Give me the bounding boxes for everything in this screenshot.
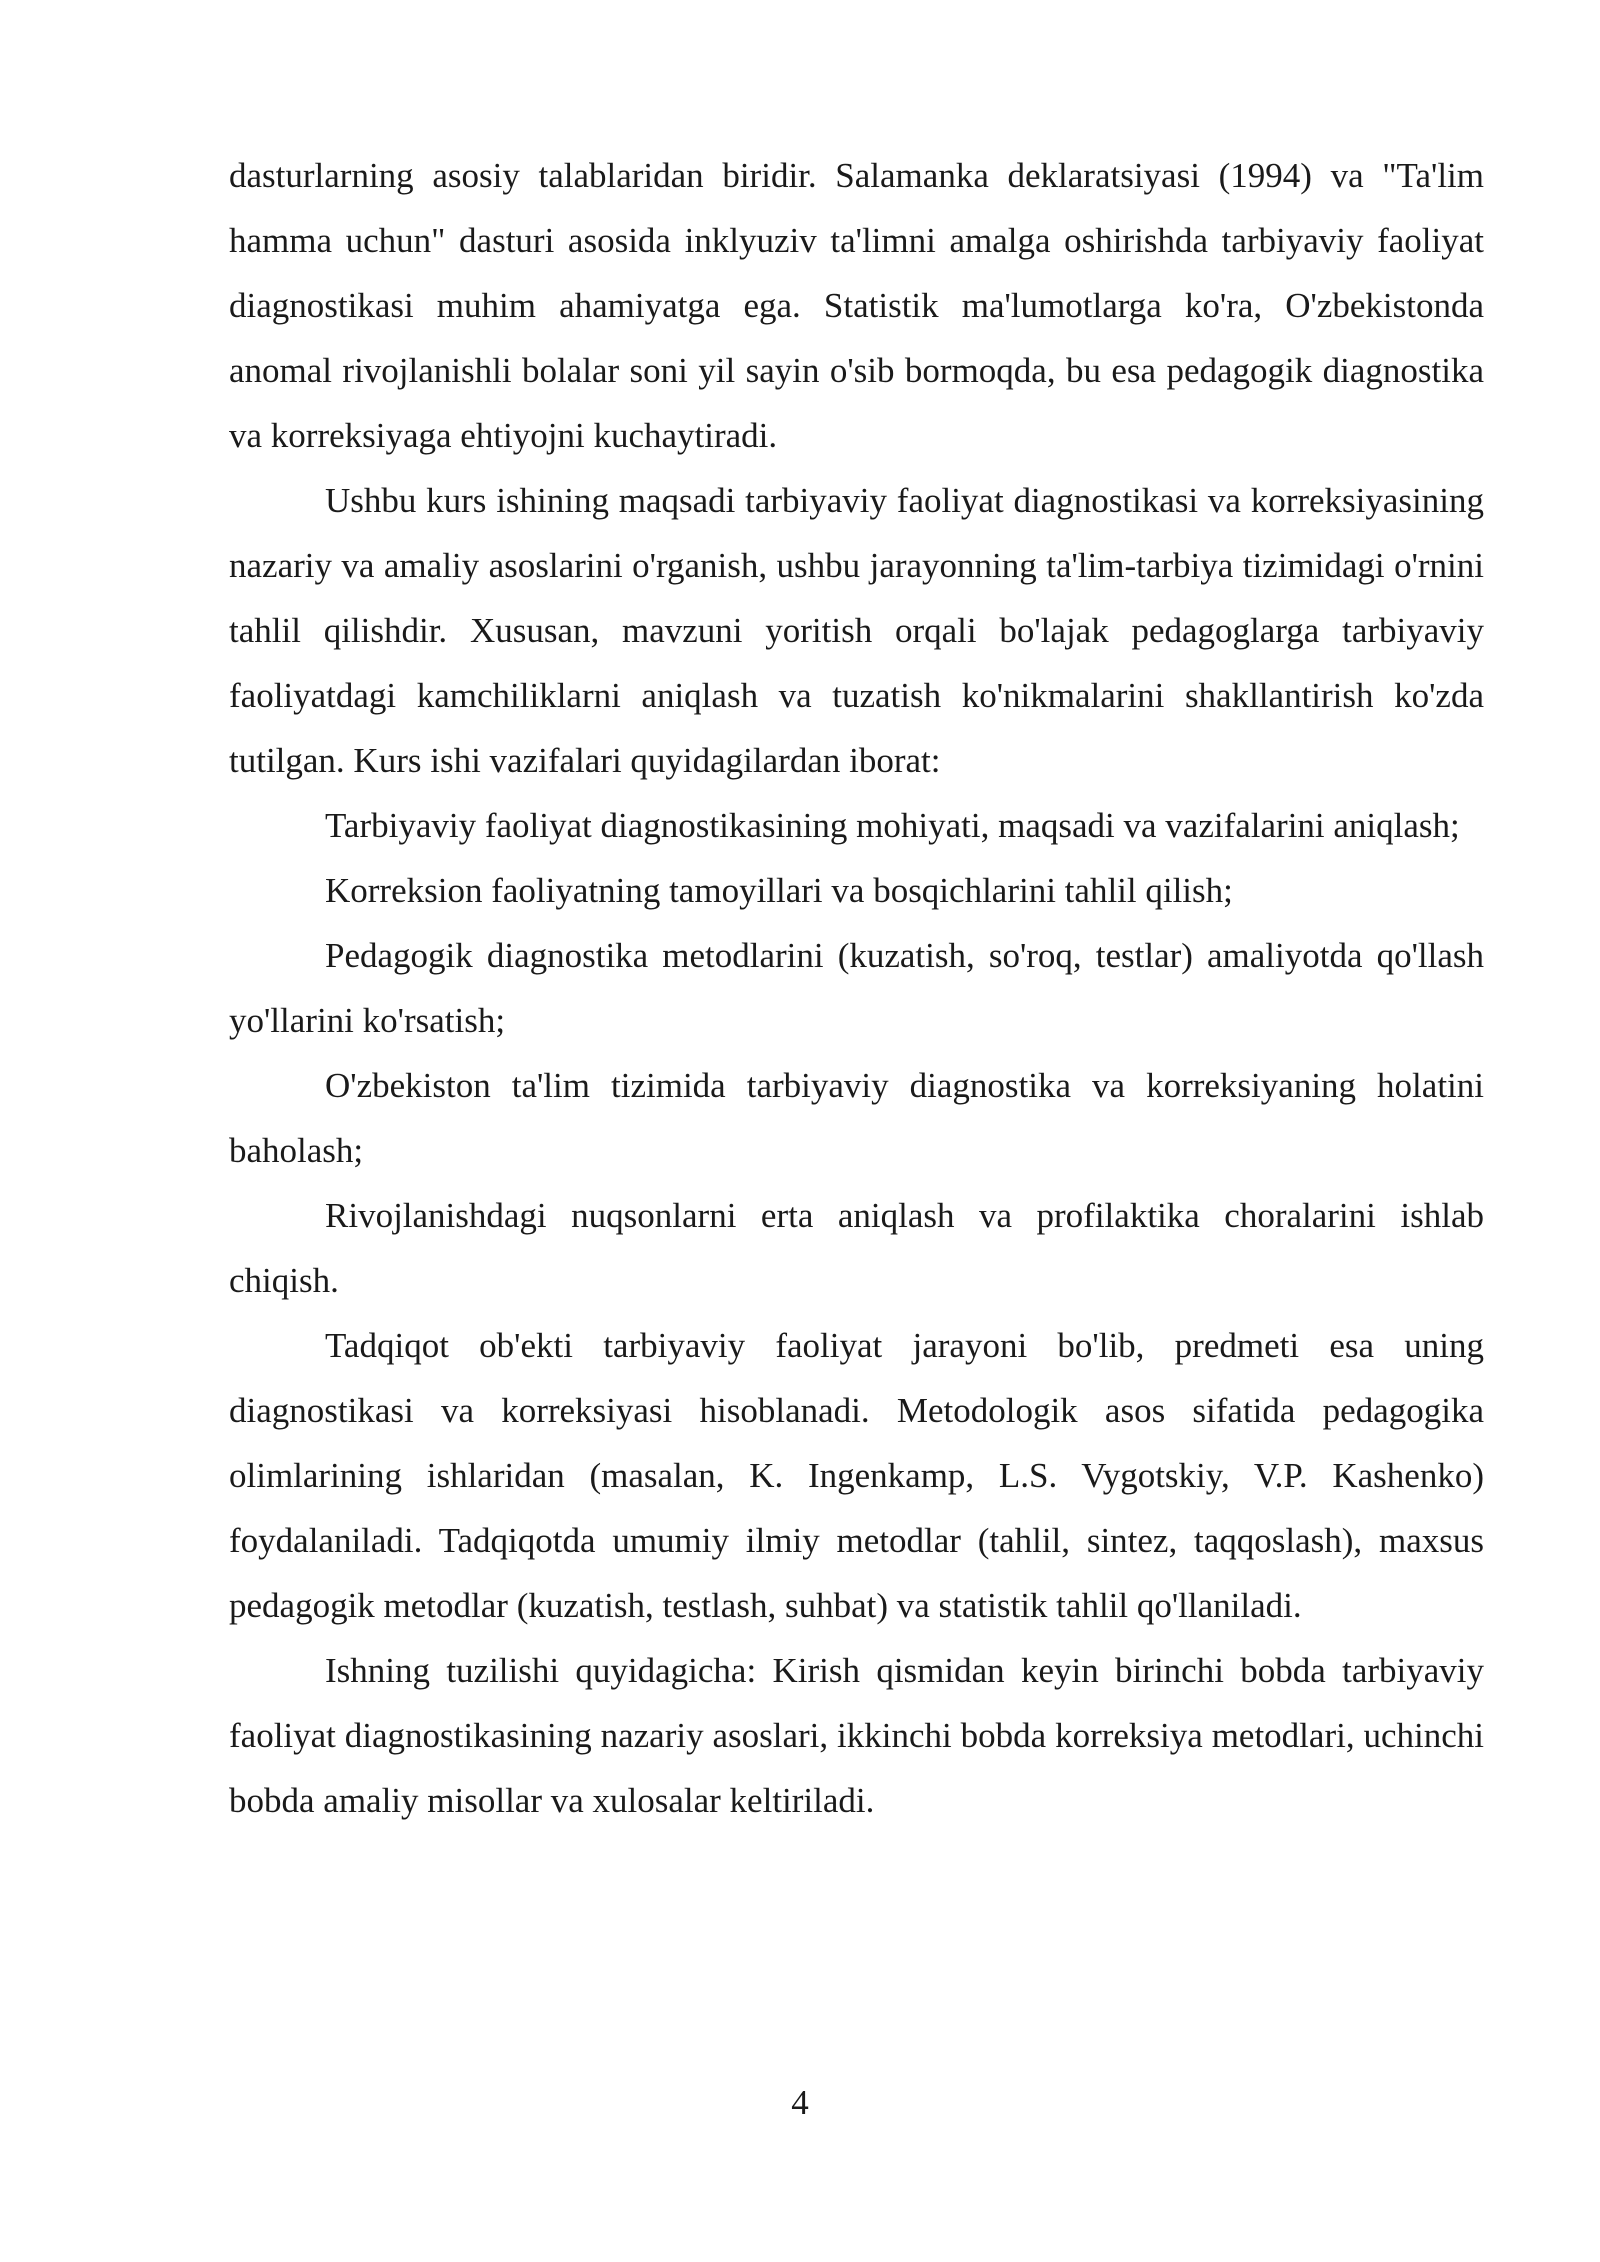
page-number: 4 — [791, 2083, 809, 2122]
paragraph-course-aim: Ushbu kurs ishining maqsadi tarbiyaviy faoliyat diagnostikasi va korreksiyasining nazariy va amaliy asoslarini o'rganish, ushbu jarayonning ta'lim-tarbiya tizimidagi o'rnini tahlil qilishdir. Xususan, mavzuni yoritish orqali bo'lajak pedagoglarga tarbiyaviy faoliyatdagi kamchiliklarni aniqlash va tuzatish ko'nikmalarini shakllantirish ko'zda tutilgan. Kurs ishi vazifalari quyidagilardan iborat: — [229, 481, 1484, 780]
paragraph-continuation: dasturlarning asosiy talablaridan biridir. Salamanka deklaratsiyasi (1994) va "Ta'lim hamma uchun" dasturi asosida inklyuziv ta'limni amalga oshirishda tarbiyaviy faoliyat diagnostikasi muhim ahamiyatga ega. Statistik ma'lumotlarga ko'ra, O'zbekistonda anomal rivojlanishli bolalar soni yil sayin o'sib bormoqda, bu esa pedagogik diagnostika va korreksiyaga ehtiyojni kuchaytiradi. — [229, 156, 1484, 455]
document-body — [229, 143, 1484, 1833]
paragraph-research-object: Tadqiqot ob'ekti tarbiyaviy faoliyat jarayoni bo'lib, predmeti esa uning diagnostikasi va korreksiyasi hisoblanadi. Metodologik asos sifatida pedagogika olimlarining ishlaridan (masalan, K. Ingenkamp, L.S. Vygotskiy, V.P. Kashenko) foydalaniladi. Tadqiqotda umumiy ilmiy metodlar (tahlil, sintez, taqqoslash), maxsus pedagogik metodlar (kuzatish, testlash, suhbat) va statistik tahlil qo'llaniladi. — [229, 1326, 1484, 1625]
task-item-5: Rivojlanishdagi nuqsonlarni erta aniqlash va profilaktika choralarini ishlab chiqish. — [229, 1196, 1484, 1300]
task-item-3: Pedagogik diagnostika metodlarini (kuzatish, so'roq, testlar) amaliyotda qo'llash yo'llarini ko'rsatish; — [229, 936, 1484, 1040]
task-item-1: Tarbiyaviy faoliyat diagnostikasining mohiyati, maqsadi va vazifalarini aniqlash; — [325, 806, 1460, 845]
paragraph-work-structure: Ishning tuzilishi quyidagicha: Kirish qismidan keyin birinchi bobda tarbiyaviy faoliyat diagnostikasining nazariy asoslari, ikkinchi bobda korreksiya metodlari, uchinchi bobda amaliy misollar va xulosalar keltiriladi. — [229, 1651, 1484, 1820]
task-item-2: Korreksion faoliyatning tamoyillari va bosqichlarini tahlil qilish; — [325, 871, 1233, 910]
task-item-4: O'zbekiston ta'lim tizimida tarbiyaviy diagnostika va korreksiyaning holatini baholash; — [229, 1066, 1484, 1170]
